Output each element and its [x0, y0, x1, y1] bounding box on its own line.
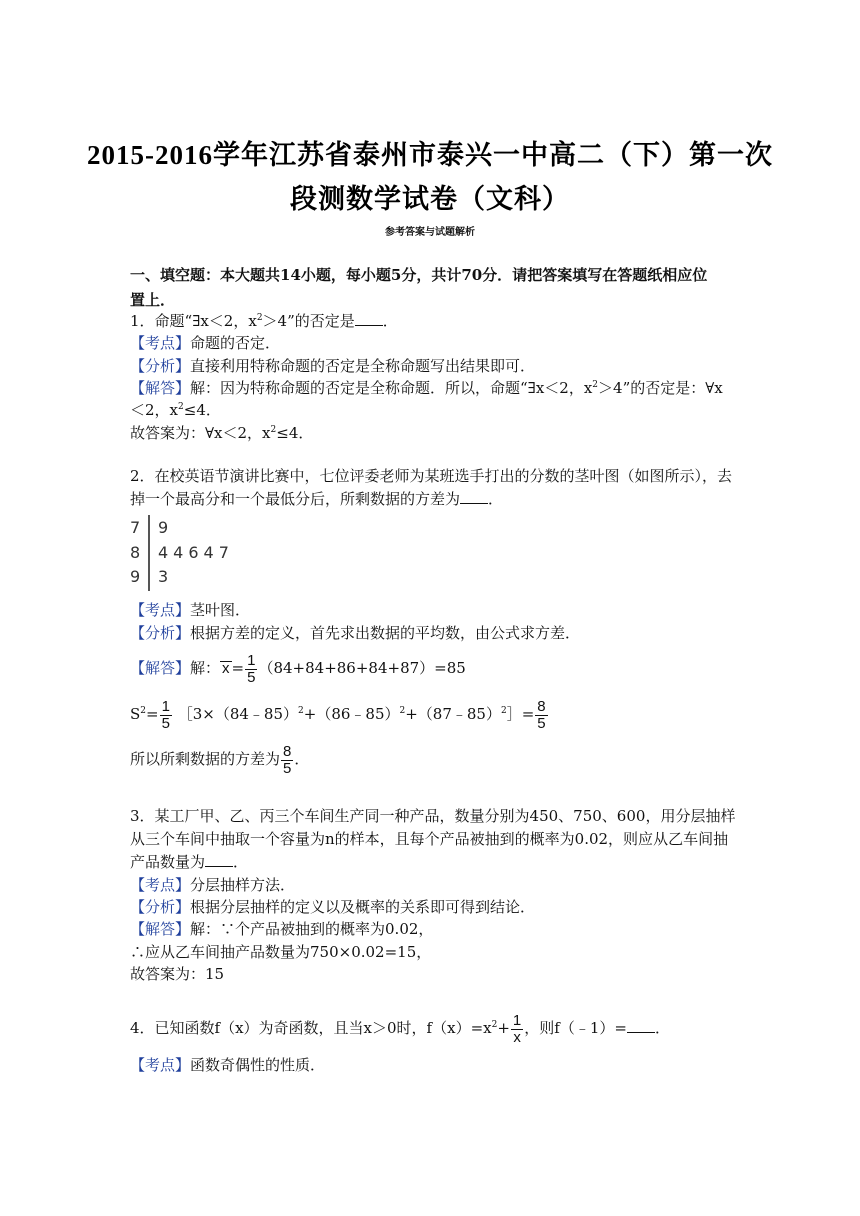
document-title-line1: 2015-2016学年江苏省泰州市泰兴一中高二（下）第一次 — [87, 140, 773, 170]
variance-exp: 2 — [140, 706, 147, 716]
q2-kaodian — [130, 600, 250, 620]
q2-stem-line1: 2．在校英语节演讲比赛中，七位评委老师为某班选手打出的分数的茎叶图（如图所示），去 — [130, 467, 733, 485]
q4-stem-exp: 2 — [491, 1020, 498, 1030]
q2-fenxi — [130, 623, 580, 643]
q3-kaodian — [130, 875, 295, 895]
jieda-tag: 【解答】 — [130, 659, 191, 677]
section-heading-line1: 一、填空题：本大题共14小题，每小题5分，共计70分．请把答案填写在答题纸相应位 — [130, 266, 708, 284]
q2-stem-line2-text: 掉一个最高分和一个最低分后，所剩数据的方差为 — [130, 490, 461, 508]
q1-stem-pre: 1．命题“∃x＜2，x — [130, 312, 257, 330]
q2-jieda-mean — [130, 650, 466, 686]
fraction-numerator: 1 — [247, 651, 256, 669]
q1-jieda-l2-exp: 2 — [178, 402, 184, 412]
q1-jieda-exp: 2 — [592, 380, 599, 390]
q1-jieda-l2-pre: ＜2，x — [130, 401, 179, 419]
fraction-eight-fifths — [281, 744, 293, 777]
kaodian-tag: 【考点】 — [130, 876, 191, 894]
q1-fenxi-text: 直接利用特称命题的否定是全称命题写出结果即可． — [190, 357, 536, 375]
leaf-values: 9 — [158, 518, 174, 537]
fraction-eight-fifths — [535, 699, 547, 732]
q3-stem-line3 — [130, 852, 248, 872]
exp: 2 — [500, 706, 507, 716]
plus-sign: + — [497, 1019, 510, 1037]
variance-term2: +（86﹣85） — [303, 705, 400, 723]
q3-fenxi-text: 根据分层抽样的定义以及概率的关系即可得到结论． — [190, 898, 536, 916]
equals-sign: = — [231, 659, 245, 677]
leaf-values: 44647 — [158, 543, 234, 562]
fraction-one-fifth — [160, 699, 172, 732]
document-title-line2: 段测数学试卷（文科） — [290, 184, 570, 214]
q4-stem-pre: 4．已知函数f（x）为奇函数，且当x＞0时，f（x）=x — [130, 1019, 492, 1037]
fenxi-tag: 【分析】 — [130, 357, 191, 375]
q2-conclusion-end: ． — [294, 750, 310, 768]
q3-step2: ∴应从乙车间抽产品数量为750×0.02=15， — [130, 943, 432, 961]
q2-conclusion — [130, 741, 309, 777]
exp: 2 — [399, 706, 406, 716]
q2-conclusion-text: 所以所剩数据的方差为 — [130, 750, 281, 768]
q1-kaodian — [130, 333, 280, 353]
q4-stem-end: ． — [654, 1019, 670, 1037]
answer-blank — [355, 311, 383, 326]
stem-leaf-row — [130, 517, 174, 539]
q3-jieda — [130, 919, 433, 939]
q2-variance — [130, 696, 549, 732]
variance-symbol: S — [130, 705, 141, 723]
q3-answer: 故答案为：15 — [130, 965, 225, 983]
q1-jieda-pre: 解：因为特称命题的否定是全称命题．所以，命题“∃x＜2，x — [190, 379, 593, 397]
answer-blank — [205, 852, 233, 867]
mean-symbol: x — [222, 660, 230, 677]
kaodian-tag: 【考点】 — [130, 1056, 191, 1074]
q1-answer-post: ≤4． — [276, 424, 314, 442]
jieda-tag: 【解答】 — [130, 379, 191, 397]
variance-term3: +（87﹣85） — [405, 705, 501, 723]
document-subtitle: 参考答案与试题解析 — [385, 227, 475, 238]
fraction-numerator: 8 — [283, 742, 292, 760]
q3-stem-line1: 3．某工厂甲、乙、丙三个车间生产同一种产品，数量分别为450、750、600，用分层抽样 — [130, 807, 736, 825]
stem-value: 7 — [130, 518, 141, 537]
q2-jieda-pre: 解： — [190, 659, 221, 677]
kaodian-tag: 【考点】 — [130, 601, 191, 619]
fraction-one-over-x — [511, 1013, 523, 1046]
q1-jieda — [130, 378, 723, 398]
leaf-values: 3 — [158, 567, 174, 586]
stem-leaf-divider — [148, 515, 150, 591]
answer-blank — [460, 489, 488, 504]
kaodian-tag: 【考点】 — [130, 334, 191, 352]
q3-stem-line2: 从三个车间中抽取一个容量为n的样本，且每个产品被抽到的概率为0.02，则应从乙车间抽 — [130, 830, 729, 848]
q4-kaodian — [130, 1055, 325, 1075]
fraction-numerator: 8 — [537, 697, 546, 715]
q1-fenxi — [130, 356, 535, 376]
fraction-denominator: 5 — [283, 759, 292, 777]
q1-jieda-post: ＞4”的否定是：∀x — [598, 379, 723, 397]
stem-leaf-row — [130, 566, 174, 588]
q4-stem — [130, 1010, 670, 1046]
fraction-denominator: 5 — [247, 668, 256, 686]
section-heading-line2: 置上． — [130, 291, 176, 309]
fraction-denominator: 5 — [537, 714, 546, 732]
q4-kaodian-text: 函数奇偶性的性质． — [190, 1056, 326, 1074]
fraction-numerator: 1 — [512, 1011, 522, 1029]
q3-stem-line3-text: 产品数量为 — [130, 853, 206, 871]
variance-close: ］= — [506, 705, 535, 723]
q2-kaodian-text: 茎叶图． — [190, 601, 251, 619]
q3-jieda-text: 解：∵个产品被抽到的概率为0.02， — [190, 920, 434, 938]
q2-fenxi-text: 根据方差的定义，首先求出数据的平均数，由公式求方差． — [190, 624, 581, 642]
q4-stem-post: ，则f（﹣1）= — [524, 1019, 627, 1037]
stem-value: 8 — [130, 543, 141, 562]
q1-kaodian-text: 命题的否定． — [190, 334, 281, 352]
q3-fenxi — [130, 897, 535, 917]
equals-sign: = — [146, 705, 159, 723]
jieda-tag: 【解答】 — [130, 920, 191, 938]
q1-stem — [130, 311, 398, 331]
variance-term1: ［3×（84﹣85） — [177, 705, 299, 723]
q1-jieda-line2 — [130, 400, 221, 420]
stem-leaf-plot — [130, 515, 240, 591]
q2-stem-end: ． — [488, 490, 504, 508]
fraction-one-fifth — [245, 653, 257, 686]
mean-expression: （84+84+86+84+87）=85 — [258, 659, 466, 677]
stem-leaf-row — [130, 542, 234, 564]
fraction-numerator: 1 — [161, 697, 170, 715]
fraction-denominator: x — [513, 1028, 521, 1046]
q1-stem-exp: 2 — [256, 313, 263, 323]
q2-stem-line2 — [130, 489, 503, 509]
fraction-denominator: 5 — [161, 714, 170, 732]
stem-value: 9 — [130, 567, 141, 586]
q1-answer-pre: 故答案为：∀x＜2，x — [130, 424, 271, 442]
q1-stem-mid: ＞4”的否定是 — [262, 312, 355, 330]
q1-stem-end: ． — [382, 312, 398, 330]
q1-answer — [130, 423, 313, 443]
answer-blank — [627, 1018, 655, 1033]
q1-jieda-l2-post: ≤4． — [183, 401, 221, 419]
exp: 2 — [298, 706, 304, 716]
fenxi-tag: 【分析】 — [130, 624, 191, 642]
q3-kaodian-text: 分层抽样方法． — [190, 876, 296, 894]
fenxi-tag: 【分析】 — [130, 898, 191, 916]
q1-answer-exp: 2 — [270, 425, 277, 435]
q3-stem-end: ． — [233, 853, 249, 871]
